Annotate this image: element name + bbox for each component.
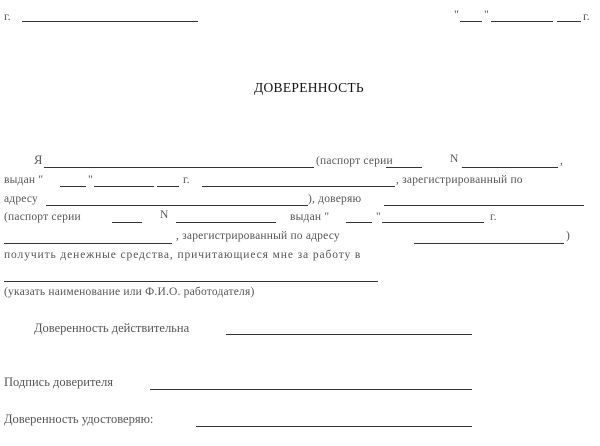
signature-line (150, 389, 472, 390)
trustee-name-line (384, 205, 584, 206)
row1-number-line (462, 167, 558, 168)
row4-month-line (382, 222, 484, 223)
valid-label: Доверенность действительна (34, 321, 190, 335)
row1-series-line (386, 167, 422, 168)
employer-hint: (указать наименование или Ф.И.О. работодателя) (4, 286, 255, 298)
row2-registered: , зарегистрированный по (396, 174, 523, 186)
row1-ya: Я (34, 153, 43, 167)
row3-address: адресу (4, 193, 38, 205)
row6-purpose: получить денежные средства, причитающиеся мне за работу в (4, 249, 362, 261)
valid-until-line (226, 334, 472, 335)
certified-line (196, 426, 472, 427)
row4-quote: " (376, 211, 381, 223)
row1-passport: (паспорт серии (316, 155, 393, 167)
year-line (557, 21, 581, 22)
row2-g: г. (183, 174, 190, 186)
row5-issuer-line (4, 243, 172, 244)
row2-quote: " (88, 174, 93, 186)
row4-passport: (паспорт серии (4, 211, 81, 223)
date-quote-open: " (454, 7, 459, 21)
row2-day-line (60, 186, 86, 187)
row2-issued: выдан " (4, 174, 44, 186)
row2-issuer-line (202, 186, 395, 187)
row5-paren: ) (566, 230, 571, 242)
year-suffix: г. (583, 9, 590, 23)
principal-name-line (44, 167, 314, 168)
city-line (22, 21, 198, 22)
row4-issued: выдан " (290, 211, 330, 223)
row4-day-line (346, 222, 372, 223)
row4-number-line (176, 222, 276, 223)
row1-comma: , (560, 155, 564, 167)
row4-number-sign: N (160, 209, 169, 221)
row3-address-line (46, 205, 308, 206)
month-line (491, 21, 553, 22)
certified-label: Доверенность удостоверяю: (4, 412, 154, 426)
row5-registered: , зарегистрированный по адресу (176, 230, 340, 242)
row3-trust: ), доверяю (308, 193, 362, 205)
row1-number-sign: N (450, 153, 459, 165)
day-line (460, 21, 482, 22)
row4-series-line (112, 222, 142, 223)
city-label: г. (4, 9, 11, 23)
date-quote-close: " (484, 7, 489, 21)
row2-month-line (94, 186, 154, 187)
signature-label: Подпись доверителя (4, 375, 113, 389)
row4-g: г. (490, 211, 497, 223)
document-title: ДОВЕРЕННОСТЬ (254, 80, 364, 95)
row2-year-line (157, 186, 179, 187)
employer-line (4, 281, 378, 282)
row5-address-line (414, 243, 564, 244)
